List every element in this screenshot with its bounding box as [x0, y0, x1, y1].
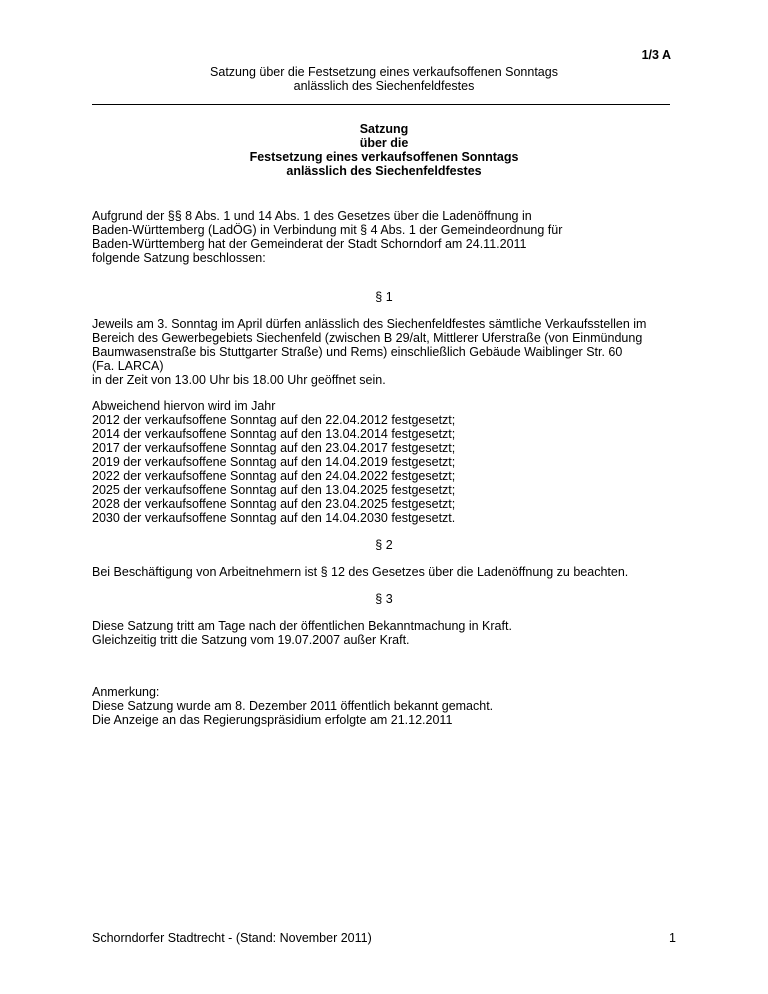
running-head-line: anlässlich des Siechenfeldfestes [293, 79, 475, 93]
section-1-line: Jeweils am 3. Sonntag im April dürfen anlässlich des Siechenfeldfestes sämtliche Verkaufsstellen im [92, 317, 647, 331]
section-2-heading: § 2 [375, 538, 393, 552]
section-1-heading: § 1 [375, 290, 393, 304]
title-line: über die [359, 136, 409, 150]
note-line: Die Anzeige an das Regierungspräsidium erfolgte am 21.12.2011 [92, 713, 453, 727]
footer-page-number: 1 [669, 931, 676, 945]
section-1-exceptions [92, 399, 692, 525]
section-3-text [92, 619, 692, 647]
preamble-line: folgende Satzung beschlossen: [92, 251, 266, 265]
section-1-line: in der Zeit von 13.00 Uhr bis 18.00 Uhr geöffnet sein. [92, 373, 386, 387]
title-line: Satzung [359, 122, 409, 136]
exception-line: 2017 der verkaufsoffene Sonntag auf den 23.04.2017 festgesetzt; [92, 441, 456, 455]
title-line: Festsetzung eines verkaufsoffenen Sonntags [249, 150, 519, 164]
section-2-text [92, 565, 692, 579]
section-2-line: Bei Beschäftigung von Arbeitnehmern ist § 12 des Gesetzes über die Ladenöffnung zu beachten. [92, 565, 629, 579]
title-line: anlässlich des Siechenfeldfestes [286, 164, 482, 178]
running-head-line: Satzung über die Festsetzung eines verkaufsoffenen Sonntags [210, 65, 558, 79]
section-1-text [92, 317, 692, 387]
note-line: Anmerkung: [92, 685, 160, 699]
preamble-line: Aufgrund der §§ 8 Abs. 1 und 14 Abs. 1 des Gesetzes über die Ladenöffnung in [92, 209, 532, 223]
preamble-line: Baden-Württemberg hat der Gemeinderat der Stadt Schorndorf am 24.11.2011 [92, 237, 527, 251]
exception-line: 2014 der verkaufsoffene Sonntag auf den 13.04.2014 festgesetzt; [92, 427, 456, 441]
note [92, 685, 692, 727]
footer-source: Schorndorfer Stadtrecht - (Stand: November 2011) [92, 931, 372, 945]
note-line: Diese Satzung wurde am 8. Dezember 2011 öffentlich bekannt gemacht. [92, 699, 494, 713]
section-3-heading: § 3 [375, 592, 393, 606]
preamble [92, 209, 692, 265]
exception-line: 2019 der verkaufsoffene Sonntag auf den 14.04.2019 festgesetzt; [92, 455, 456, 469]
section-1-line: Bereich des Gewerbegebiets Siechenfeld (zwischen B 29/alt, Mittlerer Uferstraße (von Einmündung [92, 331, 643, 345]
section-1-line: (Fa. LARCA) [92, 359, 164, 373]
exception-line: 2028 der verkaufsoffene Sonntag auf den 23.04.2025 festgesetzt; [92, 497, 456, 511]
header-divider [92, 104, 670, 105]
exception-line: 2012 der verkaufsoffene Sonntag auf den 22.04.2012 festgesetzt; [92, 413, 456, 427]
page-code: 1/3 A [641, 48, 671, 62]
exception-line: 2030 der verkaufsoffene Sonntag auf den 14.04.2030 festgesetzt. [92, 511, 456, 525]
exception-line: 2022 der verkaufsoffene Sonntag auf den 24.04.2022 festgesetzt; [92, 469, 456, 483]
running-head [80, 65, 688, 93]
section-3-line: Gleichzeitig tritt die Satzung vom 19.07.2007 außer Kraft. [92, 633, 410, 647]
preamble-line: Baden-Württemberg (LadÖG) in Verbindung mit § 4 Abs. 1 der Gemeindeordnung für [92, 223, 563, 237]
document-title [80, 122, 688, 178]
section-3-line: Diese Satzung tritt am Tage nach der öffentlichen Bekanntmachung in Kraft. [92, 619, 512, 633]
exception-line: 2025 der verkaufsoffene Sonntag auf den 13.04.2025 festgesetzt; [92, 483, 456, 497]
exception-line: Abweichend hiervon wird im Jahr [92, 399, 276, 413]
section-1-line: Baumwasenstraße bis Stuttgarter Straße) und Rems) einschließlich Gebäude Waiblinger Str. 60 [92, 345, 623, 359]
